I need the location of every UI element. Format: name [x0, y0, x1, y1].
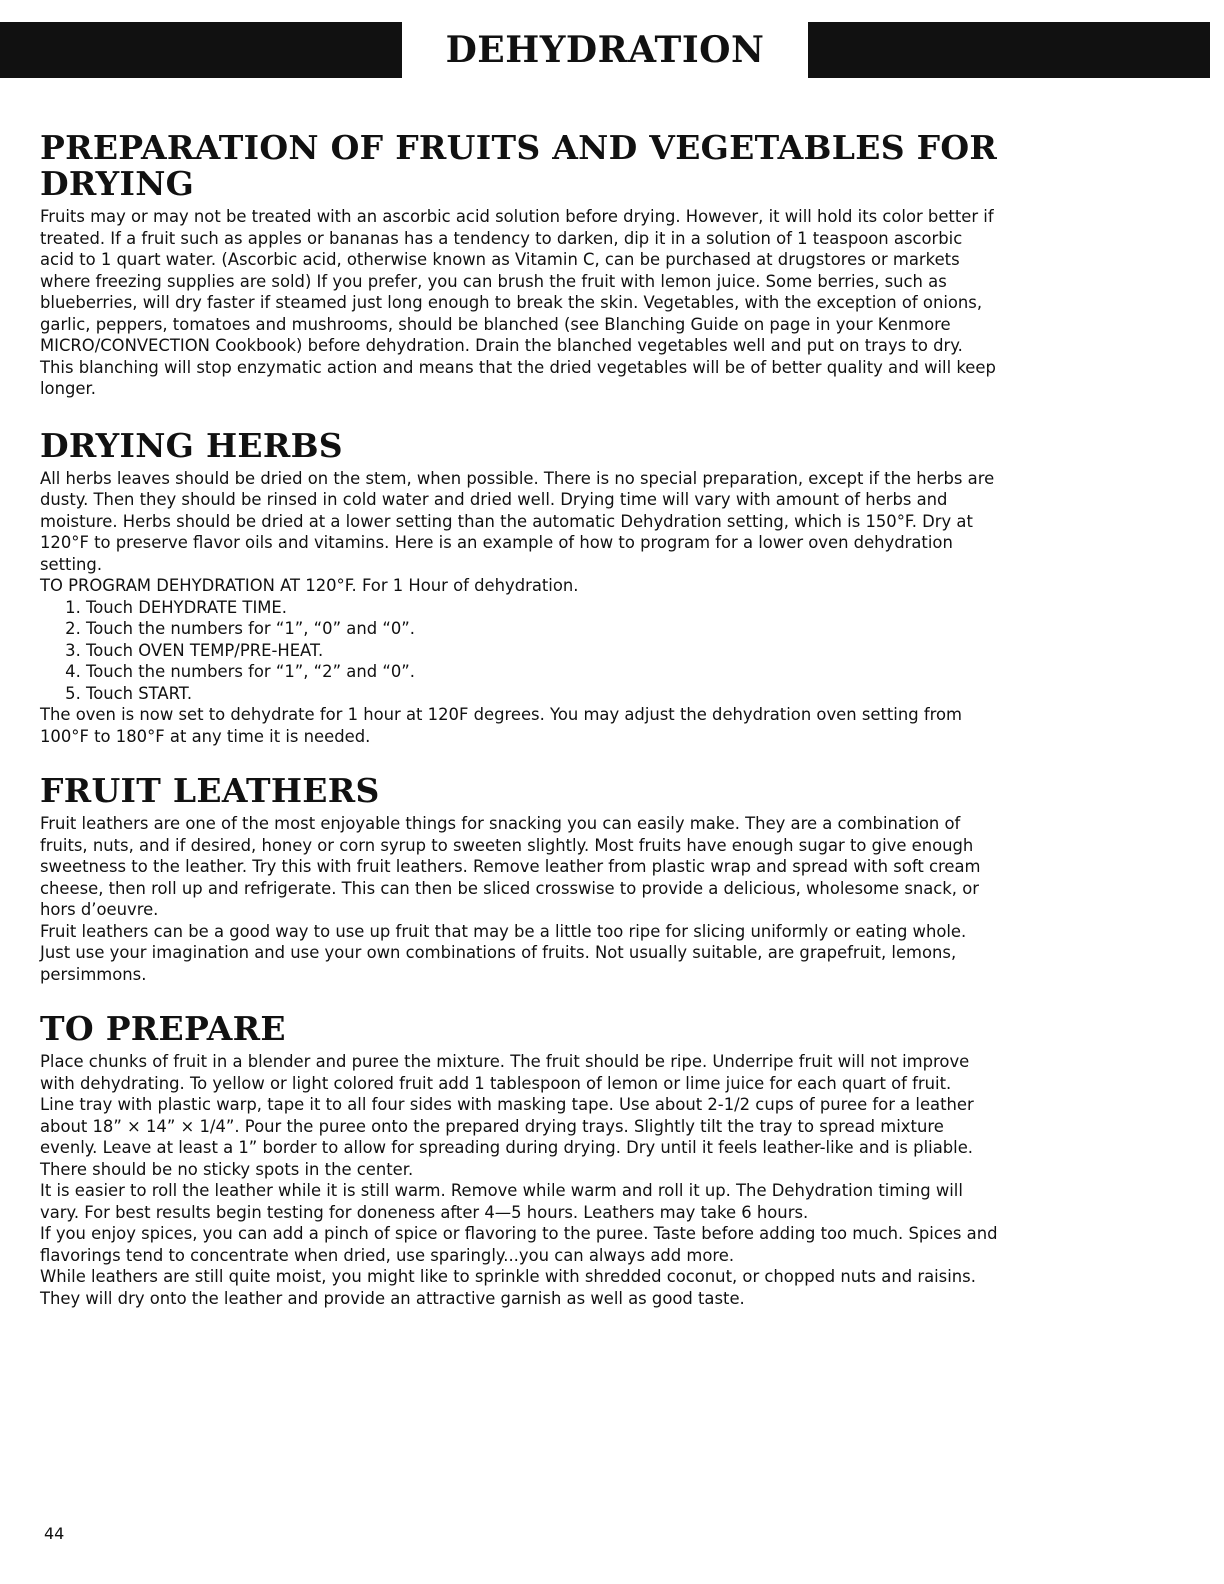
program-line: TO PROGRAM DEHYDRATION AT 120°F. For 1 Hour of dehydration.: [40, 576, 579, 595]
section-preparation: [40, 130, 1000, 400]
section-to-prepare: [40, 1011, 1000, 1309]
section-heading: TO PREPARE: [40, 1009, 286, 1048]
header-title-box: [396, 22, 814, 78]
section-heading: PREPARATION OF FRUITS AND VEGETABLES FOR DRYING: [40, 128, 998, 203]
section-heading: DRYING HERBS: [40, 425, 343, 465]
paragraph: All herbs leaves should be dried on the stem, when possible. There is no special preparation, except if the herbs are dusty. Then they should be rinsed in cold water and dried well. Drying time will vary with amount of herbs and moisture. Herbs should be dried at a lower setting than the automatic Dehydration setting, which is 150°F. Dry at 120°F to preserve flavor oils and vitamins. Here is an example of how to program for a lower oven dehydration setting.: [40, 468, 995, 574]
section-drying-herbs: [40, 425, 1000, 748]
paragraph: Fruit leathers are one of the most enjoyable things for snacking you can easily make. They are a combination of fruits, nuts, and if desired, honey or corn syrup to sweeten slightly. Most fruits have enough sugar to give enough sweetness to the leather. Try this with fruit leathers. Remove leather from plastic wrap and spread with soft cream cheese, then roll up and refrigerate. This can then be sliced crosswise to provide a delicious, wholesome snack, or hors d’oeuvre.: [40, 814, 981, 919]
section-fruit-leathers: [40, 773, 1000, 985]
paragraph: Fruits may or may not be treated with an ascorbic acid solution before drying. However, it will hold its color better if treated. If a fruit such as apples or bananas has a tendency to darken, dip it in a solution of 1 teaspoon ascorbic acid to 1 quart water. (Ascorbic acid, otherwise known as Vitamin C, can be purchased at drugstores or markets where freezing supplies are sold) If you prefer, you can brush the fruit with lemon juice. Some berries, such as blueberries, will dry faster if steamed just long enough to break the skin. Vegetables, with the exception of onions, garlic, peppers, tomatoes and mushrooms, should be blanched (see Blanching Guide on page in your Kenmore MICRO/CONVECTION Cookbook) before dehydration. Drain the blanched vegetables well and put on trays to dry. This blanching will stop enzymatic action and means that the dried vegetables will be of better quality and will keep longer.: [40, 207, 996, 398]
list-item: 4. Touch the numbers for “1”, “2” and “0”.: [86, 661, 1000, 683]
paragraph: The oven is now set to dehydrate for 1 hour at 120F degrees. You may adjust the dehydration oven setting from 100°F to 180°F at any time it is needed.: [40, 705, 963, 746]
section-heading: FRUIT LEATHERS: [40, 771, 380, 810]
paragraph: It is easier to roll the leather while it is still warm. Remove while warm and roll it up. The Dehydration timing will vary. For best results begin testing for doneness after 4—5 hours. Leathers may take 6 hours.: [40, 1181, 963, 1222]
list-item: 2. Touch the numbers for “1”, “0” and “0”.: [86, 618, 1000, 640]
page-content: [40, 130, 1000, 1309]
page-number: 44: [44, 1524, 65, 1543]
list-item: 3. Touch OVEN TEMP/PRE-HEAT.: [86, 640, 1000, 662]
list-item: 1. Touch DEHYDRATE TIME.: [86, 597, 1000, 619]
paragraph: Place chunks of fruit in a blender and puree the mixture. The fruit should be ripe. Underripe fruit will not improve with dehydrating. To yellow or light colored fruit add 1 tablespoon of lemon or lime juice for each quart of fruit.: [40, 1052, 970, 1093]
steps-list: [40, 597, 1000, 705]
paragraph: Fruit leathers can be a good way to use up fruit that may be a little too ripe for slicing uniformly or eating whole. Just use your imagination and use your own combinations of fruits. Not usually suitable, are grapefruit, lemons, persimmons.: [40, 921, 967, 984]
page-title: DEHYDRATION: [445, 29, 765, 71]
paragraph: Line tray with plastic warp, tape it to all four sides with masking tape. Use about 2-1/2 cups of puree for a leather about 18” × 14” × 1/4”. Pour the puree onto the prepared drying trays. Slightly tilt the tray to spread mixture evenly. Leave at least a 1” border to allow for spreading during drying. Dry until it feels leather-like and is pliable. There should be no sticky spots in the center.: [40, 1095, 974, 1179]
list-item: 5. Touch START.: [86, 683, 1000, 705]
paragraph: If you enjoy spices, you can add a pinch of spice or flavoring to the puree. Taste before adding too much. Spices and flavorings tend to concentrate when dried, use sparingly...you can always add more.: [40, 1224, 998, 1265]
paragraph: While leathers are still quite moist, you might like to sprinkle with shredded coconut, or chopped nuts and raisins. They will dry onto the leather and provide an attractive garnish as well as good taste.: [40, 1267, 976, 1308]
